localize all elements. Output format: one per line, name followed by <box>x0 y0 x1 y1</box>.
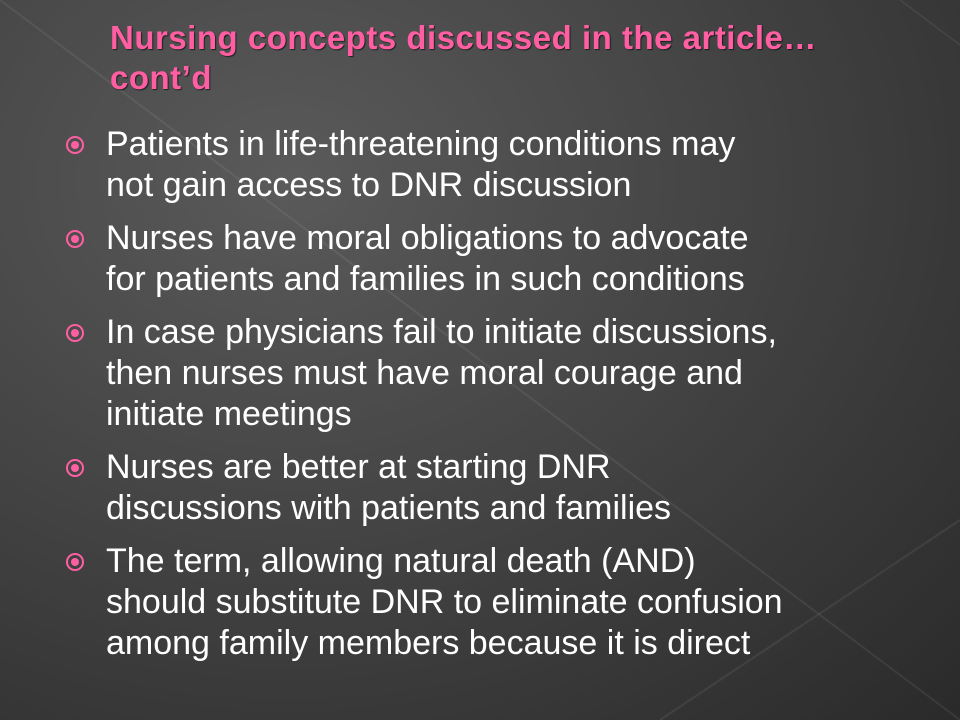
bullet-item <box>66 218 946 300</box>
bullet-text-line: for patients and families in such conditions <box>106 260 745 298</box>
bullet-list <box>66 124 946 676</box>
circle-dot-bullet-icon <box>66 136 84 154</box>
bullet-text-line: discussions with patients and families <box>106 489 672 527</box>
bullet-text-line: should substitute DNR to eliminate confusion <box>106 583 783 621</box>
bullet-text-line: Nurses have moral obligations to advocate <box>106 219 749 257</box>
bullet-item <box>66 124 946 206</box>
bullet-item <box>66 312 946 435</box>
bullet-text-line: In case physicians fail to initiate discussions, <box>106 313 777 351</box>
bullet-text-line: initiate meetings <box>106 395 352 433</box>
circle-dot-bullet-icon <box>66 230 84 248</box>
circle-dot-bullet-icon <box>66 459 84 477</box>
bullet-text-line: Nurses are better at starting DNR <box>106 448 611 486</box>
bullet-text-line: not gain access to DNR discussion <box>106 166 632 204</box>
slide-title-line-2: cont’d <box>110 59 212 96</box>
bullet-text-line: among family members because it is direct <box>106 624 751 662</box>
bullet-text-line: The term, allowing natural death (AND) <box>106 542 696 580</box>
slide-title-line-1: Nursing concepts discussed in the article… <box>110 19 817 56</box>
bullet-text-line: then nurses must have moral courage and <box>106 354 743 392</box>
circle-dot-bullet-icon <box>66 553 84 571</box>
bullet-item <box>66 447 946 529</box>
bullet-item <box>66 541 946 664</box>
bullet-text-line: Patients in life-threatening conditions may <box>106 125 736 163</box>
circle-dot-bullet-icon <box>66 324 84 342</box>
slide-title <box>110 18 930 98</box>
